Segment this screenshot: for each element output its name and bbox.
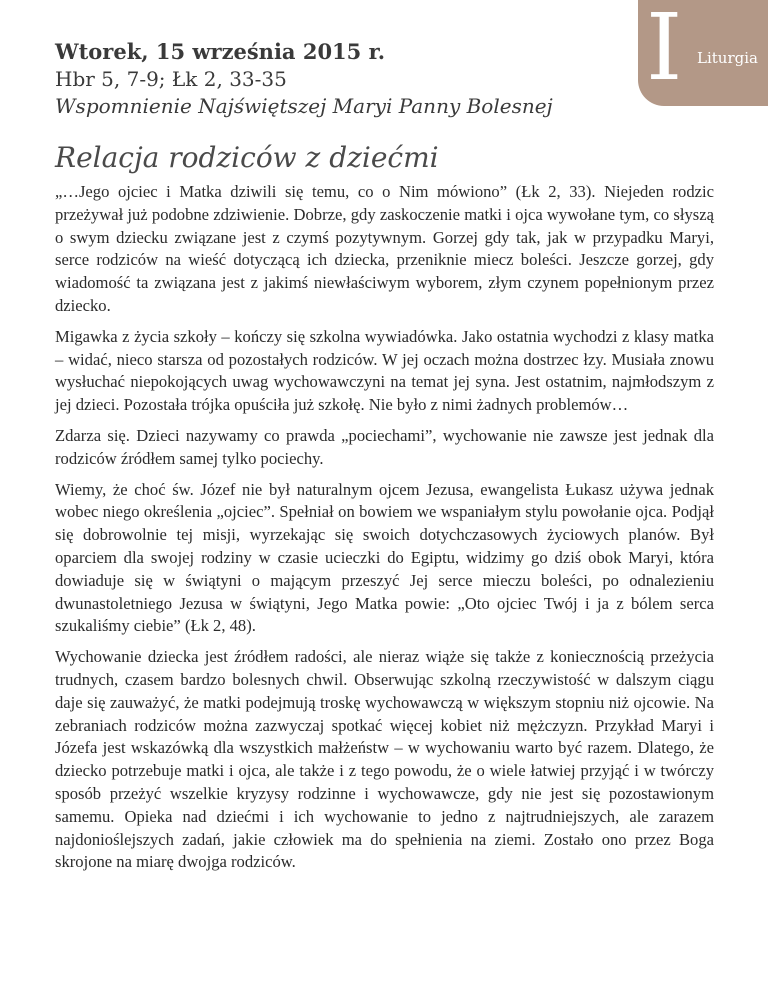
article-body [55,181,714,882]
paragraph: Wiemy, że choć św. Józef nie był naturalnym ojcem Jezusa, ewangelista Łukasz używa jednak wobec niego określenia „ojciec”. Spełniał on bowiem we wspaniałym stylu powołanie ojca. Podjął się dobrowolnie tej misji, wyrzekając się swoich dotychczasowych życiowych planów. Był oparciem dla swojej rodziny w czasie ucieczki do Egiptu, widzimy go dziś obok Maryi, która dowiaduje się w świątyni o mającym przeszyć Jej serce mieczu boleści, po odnalezieniu dwunastoletniego Jezusa w świątyni, Jego Matka powie: „Oto ojciec Twój i ja z bólem serca szukaliśmy ciebie” (Łk 2, 48). [55,479,714,636]
paragraph: Migawka z życia szkoły – kończy się szkolna wywiadówka. Jako ostatnia wychodzi z klasy matka – widać, nieco starsza od pozostałych rodziców. W jej oczach można dostrzec łzy. Musiała znowu wysłuchać niepokojących uwag wychowawczyni na temat jej syna. Jest ostatnim, najmłodszym z jej dzieci. Pozostała trójka opuściła już szkołę. Nie było z nimi żadnych problemów… [55,326,714,415]
article-title: Relacja rodziców z dziećmi [55,141,439,174]
paragraph: Zdarza się. Dzieci nazywamy co prawda „pociechami”, wychowanie nie zawsze jest jednak dla rodziców źródłem samej tylko pociechy. [55,425,714,468]
section-tab [638,0,768,106]
paragraph: „…Jego ojciec i Matka dziwili się temu, co o Nim mówiono” (Łk 2, 33). Niejeden rodzic przeżywał już podobne zdziwienie. Dobrze, gdy zaskoczenie matki i ojca wywołane tym, co słyszą o swym dziecku związane jest z czymś pozytywnym. Gorzej gdy tak, jak w przypadku Maryi, serce rodziców na wieść dotyczącą ich dziecka, przeniknie miecz boleści. Jeszcze gorzej, gdy wiadomość ta związana jest z jakimś niewłaściwym wyborem, złym czynem popełnionym przez dziecko. [55,182,714,315]
paragraph: Wychowanie dziecka jest źródłem radości, ale nieraz wiąże się także z koniecznością przeżycia trudnych, czasem bardzo bolesnych chwil. Obserwując szkolną rzeczywistość w dalszym ciągu daje się zauważyć, że matki podejmują troskę wychowawczą w większym stopniu niż ojcowie. Na zebraniach rodziców można zazwyczaj spotkać więcej kobiet niż mężczyzn. Przykład Maryi i Józefa jest wskazówką dla wszystkich małżeństw – w wychowaniu warto być razem. Dlatego, że dziecko potrzebuje matki i ojca, ale także i z tego powodu, że o wiele łatwiej przyjąć i w twórczy sposób przeżyć wszelkie kryzysy rodzinne i wychowawcze, gdy nie jest się pozostawionym samemu. Opieka nad dziećmi i ich wychowanie to jedno z najtrudniejszych, ale zarazem najdonioślejszych zadań, jakie człowiek ma do spełnienia na ziemi. Zostało ono przez Boga skrojone na miarę dwojga rodziców. [55,647,714,872]
date-heading: Wtorek, 15 września 2015 r. [55,39,386,64]
page-header [55,38,655,120]
section-label: Liturgia [697,49,758,67]
memorial-line: Wspomnienie Najświętszej Maryi Panny Bolesnej [55,94,553,118]
scripture-readings: Hbr 5, 7-9; Łk 2, 33-35 [55,67,287,91]
section-letter: I [646,0,683,101]
